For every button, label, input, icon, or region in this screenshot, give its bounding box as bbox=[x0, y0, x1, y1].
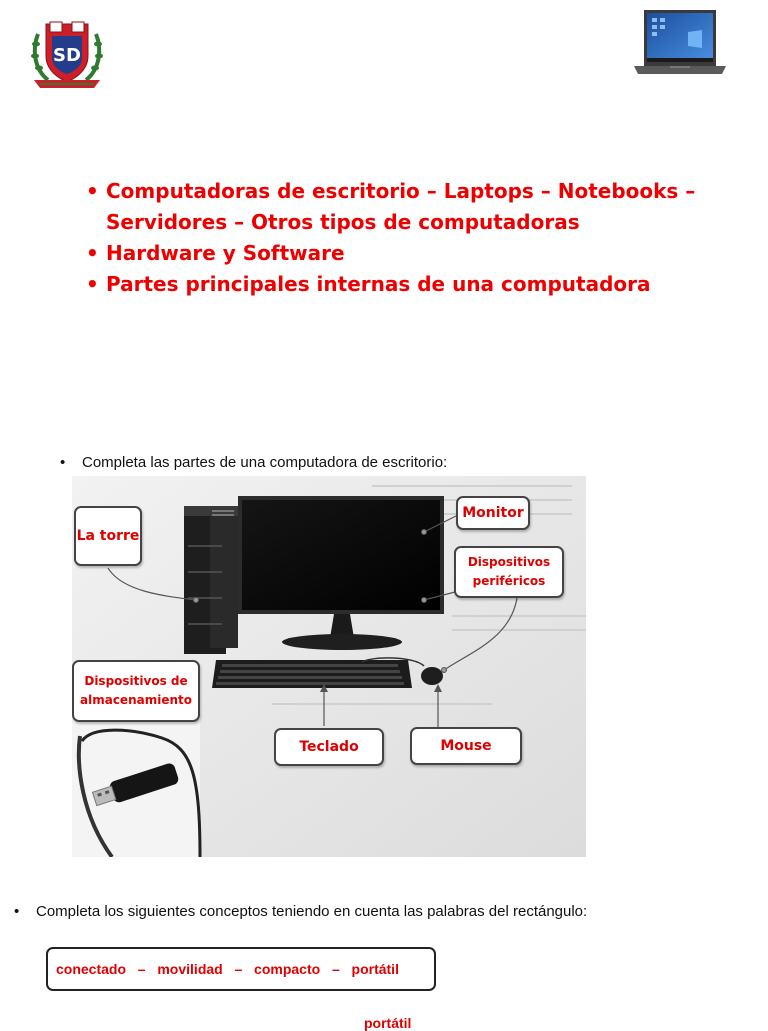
svg-text:SD: SD bbox=[53, 45, 81, 66]
label-dispositivos-perifericos: Dispositivos periféricos bbox=[454, 546, 564, 598]
label-teclado: Teclado bbox=[274, 728, 384, 766]
instruction-text: Completa los siguientes conceptos teniendo en cuenta las palabras del rectángulo: bbox=[36, 903, 588, 920]
label-mouse: Mouse bbox=[410, 727, 522, 765]
instruction-text: Completa las partes de una computadora de escritorio: bbox=[82, 454, 448, 471]
word-bank-text: conectado – movilidad – compacto – portátil bbox=[56, 961, 399, 977]
school-emblem-logo bbox=[30, 14, 104, 92]
word-bank-box bbox=[46, 947, 436, 991]
label-la-torre: La torre bbox=[74, 506, 142, 566]
topic-item: • Partes principales internas de una computadora bbox=[86, 269, 726, 300]
instruction-concepts bbox=[14, 903, 587, 920]
desktop-computer-diagram bbox=[72, 476, 586, 857]
label-dispositivos-almacenamiento: Dispositivos de almacenamiento bbox=[72, 660, 200, 722]
topic-item: • Computadoras de escritorio – Laptops – Notebooks – Servidores – Otros tipos de computadoras bbox=[86, 176, 726, 238]
instruction-desktop-parts bbox=[60, 454, 447, 471]
laptop-image bbox=[630, 8, 730, 78]
bottom-partial-text: portátil bbox=[364, 1015, 412, 1031]
bullet-icon: • bbox=[14, 903, 20, 920]
label-monitor: Monitor bbox=[456, 496, 530, 530]
topic-item: • Hardware y Software bbox=[86, 238, 726, 269]
bullet-icon: • bbox=[60, 454, 66, 471]
topics-list bbox=[86, 176, 726, 300]
